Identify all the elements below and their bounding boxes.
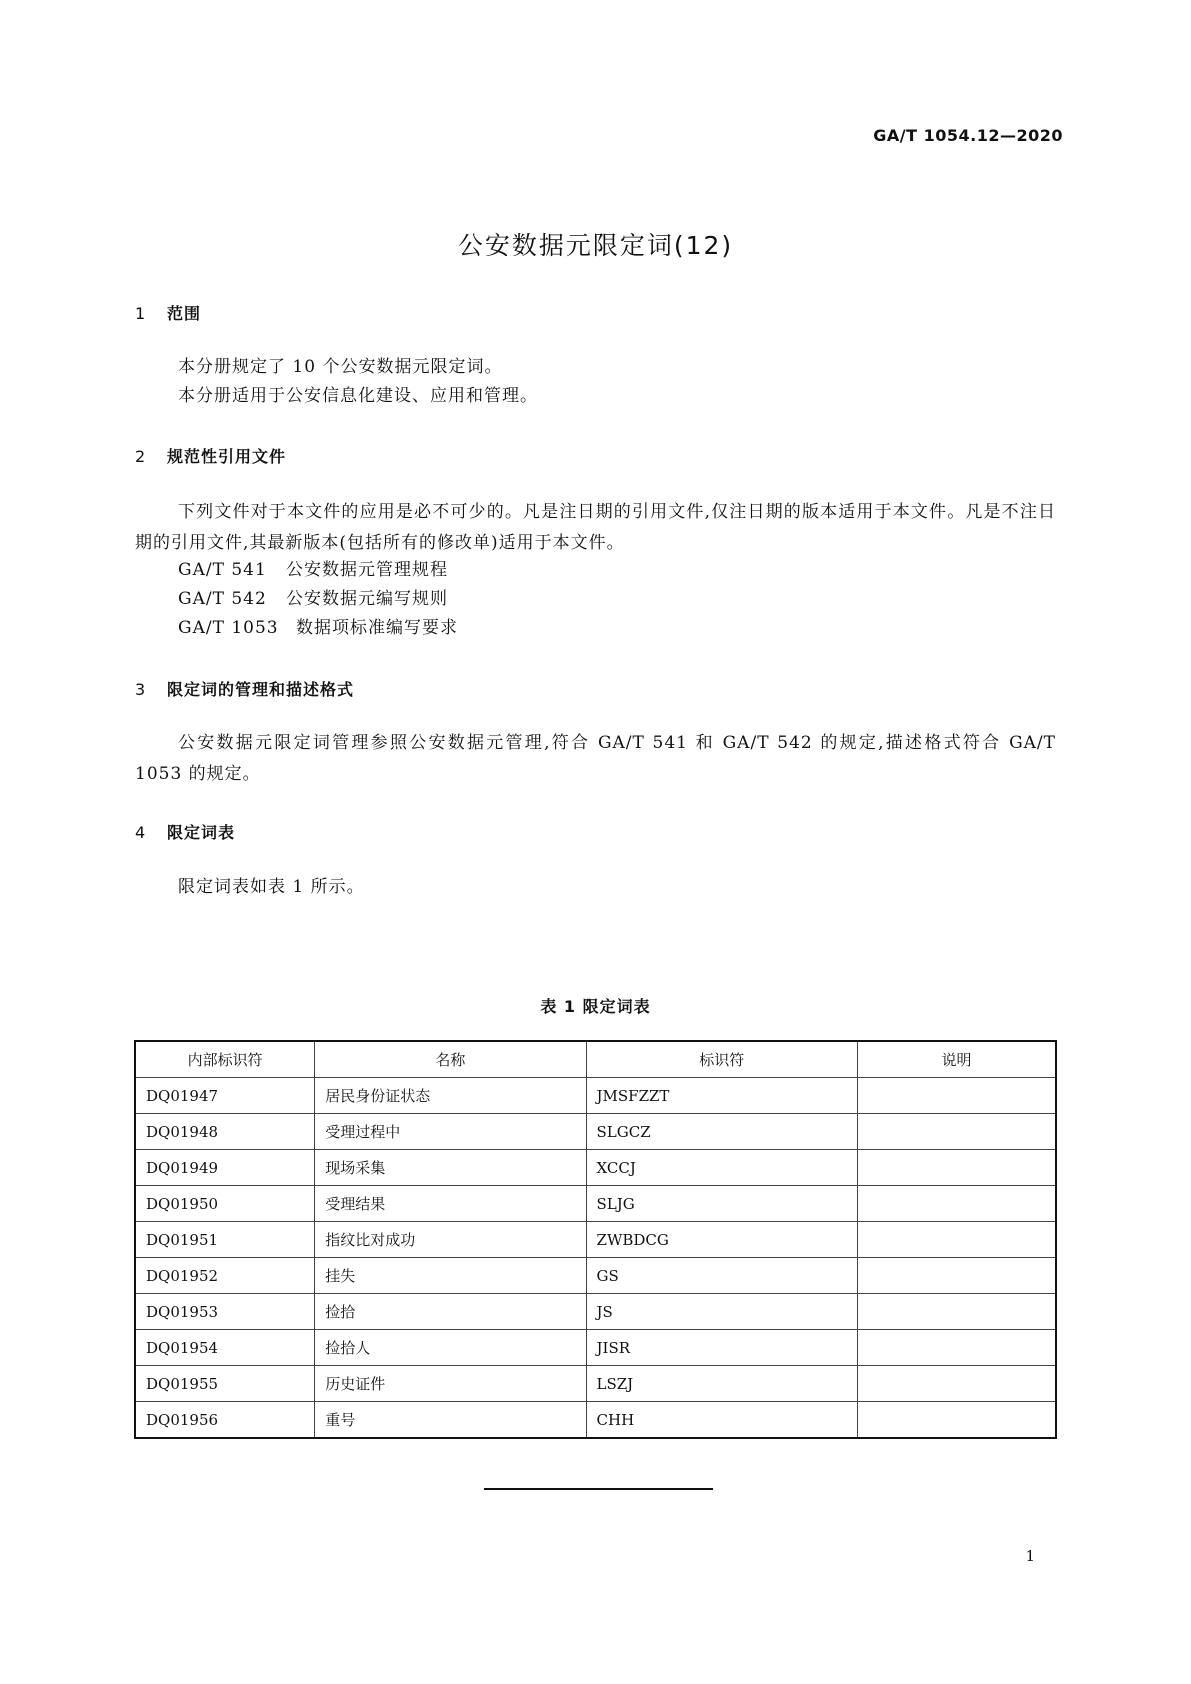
section-4-heading (135, 820, 235, 843)
column-header: 内部标识符 (135, 1041, 315, 1078)
name-cell: 挂失 (315, 1258, 586, 1294)
normative-reference (178, 555, 448, 586)
normative-reference (178, 584, 448, 615)
document-title: 公安数据元限定词(12) (457, 231, 734, 260)
identifier-cell: JMSFZZT (586, 1078, 857, 1114)
identifier-cell: XCCJ (586, 1150, 857, 1186)
name-cell: 捡拾人 (315, 1330, 586, 1366)
description-cell (857, 1366, 1056, 1402)
scope-paragraph-1: 本分册规定了 10 个公安数据元限定词。 (178, 357, 503, 377)
identifier-cell: ZWBDCG (586, 1222, 857, 1258)
section-title: 限定词的管理和描述格式 (167, 680, 355, 699)
scope-paragraph-2: 本分册适用于公安信息化建设、应用和管理。 (178, 386, 538, 406)
table-row (135, 1258, 1056, 1294)
name-cell: 捡拾 (315, 1294, 586, 1330)
section-1-heading (135, 301, 201, 324)
description-cell (857, 1294, 1056, 1330)
name-cell: 受理过程中 (315, 1114, 586, 1150)
identifier-cell: GS (586, 1258, 857, 1294)
standard-code: GA/T 1054.12—2020 (873, 126, 1063, 145)
identifier-cell: CHH (586, 1402, 857, 1439)
description-cell (857, 1114, 1056, 1150)
table-header-row (135, 1041, 1056, 1078)
end-rule-divider (484, 1488, 713, 1490)
reference-code: GA/T 1053 (178, 618, 279, 638)
name-cell: 居民身份证状态 (315, 1078, 586, 1114)
section-2-heading (135, 444, 286, 467)
section-3-heading (135, 677, 354, 700)
description-cell (857, 1222, 1056, 1258)
normative-reference (178, 613, 458, 644)
internal-id-cell: DQ01956 (135, 1402, 315, 1439)
description-cell (857, 1186, 1056, 1222)
table-intro-paragraph: 限定词表如表 1 所示。 (178, 877, 365, 897)
identifier-cell: JISR (586, 1330, 857, 1366)
reference-title: 数据项标准编写要求 (296, 618, 458, 638)
internal-id-cell: DQ01951 (135, 1222, 315, 1258)
page-number: 1 (1025, 1547, 1035, 1565)
identifier-cell: JS (586, 1294, 857, 1330)
management-paragraph: 公安数据元限定词管理参照公安数据元管理,符合 GA/T 541 和 GA/T 542 的规定,描述格式符合 GA/T 1053 的规定。 (135, 733, 1056, 784)
reference-code: GA/T 542 (178, 589, 267, 609)
internal-id-cell: DQ01955 (135, 1366, 315, 1402)
table-row (135, 1186, 1056, 1222)
section-number: 1 (135, 304, 147, 323)
description-cell (857, 1078, 1056, 1114)
description-cell (857, 1258, 1056, 1294)
table-caption: 表 1 限定词表 (540, 997, 651, 1016)
section-title: 范围 (167, 304, 202, 323)
reference-code: GA/T 541 (178, 560, 267, 580)
normative-intro-paragraph: 下列文件对于本文件的应用是必不可少的。凡是注日期的引用文件,仅注日期的版本适用于本文件。凡是不注日期的引用文件,其最新版本(包括所有的修改单)适用于本文件。 (135, 502, 1056, 553)
description-cell (857, 1402, 1056, 1439)
table-row (135, 1294, 1056, 1330)
identifier-cell: SLJG (586, 1186, 857, 1222)
qualifier-table (134, 1040, 1057, 1439)
name-cell: 现场采集 (315, 1150, 586, 1186)
section-title: 限定词表 (167, 823, 236, 842)
column-header: 名称 (315, 1041, 586, 1078)
column-header: 标识符 (586, 1041, 857, 1078)
internal-id-cell: DQ01950 (135, 1186, 315, 1222)
internal-id-cell: DQ01953 (135, 1294, 315, 1330)
table-row (135, 1222, 1056, 1258)
table-row (135, 1114, 1056, 1150)
table-row (135, 1366, 1056, 1402)
internal-id-cell: DQ01949 (135, 1150, 315, 1186)
name-cell: 历史证件 (315, 1366, 586, 1402)
table-row (135, 1150, 1056, 1186)
internal-id-cell: DQ01954 (135, 1330, 315, 1366)
internal-id-cell: DQ01952 (135, 1258, 315, 1294)
description-cell (857, 1330, 1056, 1366)
identifier-cell: SLGCZ (586, 1114, 857, 1150)
identifier-cell: LSZJ (586, 1366, 857, 1402)
section-number: 4 (135, 823, 147, 842)
name-cell: 受理结果 (315, 1186, 586, 1222)
column-header: 说明 (857, 1041, 1056, 1078)
description-cell (857, 1150, 1056, 1186)
internal-id-cell: DQ01947 (135, 1078, 315, 1114)
section-title: 规范性引用文件 (167, 447, 287, 466)
table-row (135, 1078, 1056, 1114)
reference-title: 公安数据元管理规程 (286, 560, 448, 580)
reference-title: 公安数据元编写规则 (286, 589, 448, 609)
section-number: 3 (135, 680, 147, 699)
section-number: 2 (135, 447, 147, 466)
name-cell: 指纹比对成功 (315, 1222, 586, 1258)
table-row (135, 1330, 1056, 1366)
internal-id-cell: DQ01948 (135, 1114, 315, 1150)
table-row (135, 1402, 1056, 1439)
name-cell: 重号 (315, 1402, 586, 1439)
